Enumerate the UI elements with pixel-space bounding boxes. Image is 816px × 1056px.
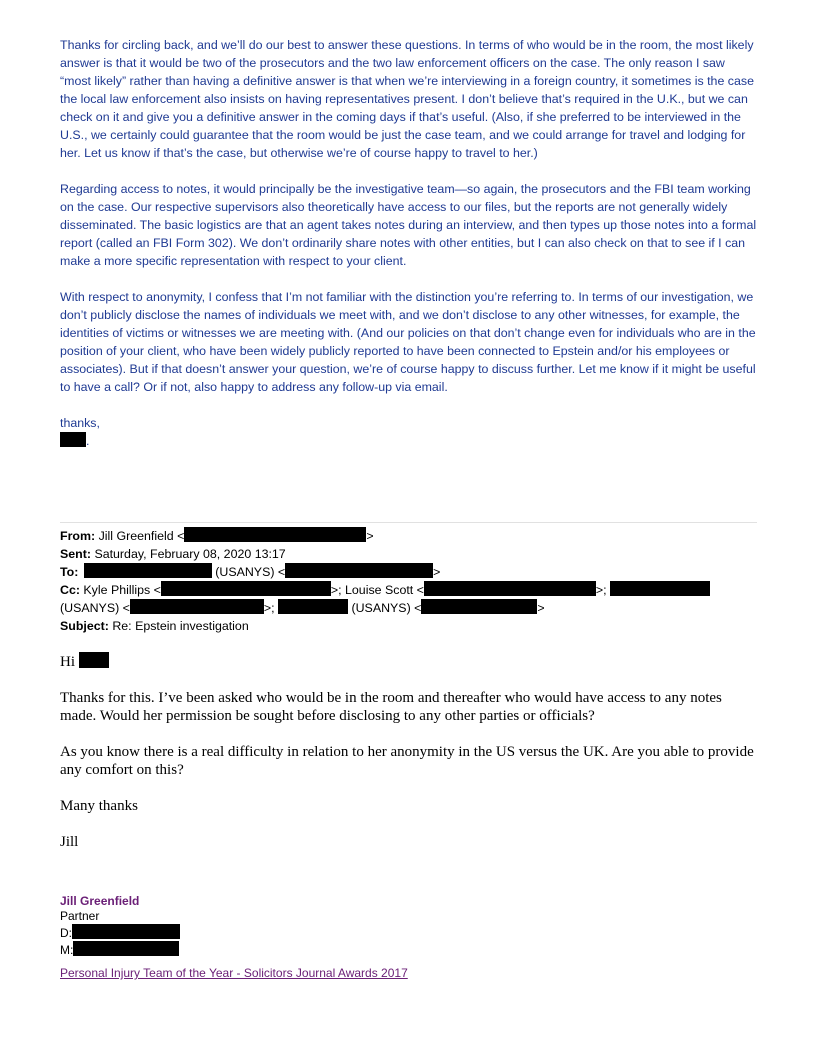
redaction — [79, 652, 109, 668]
to-line: To: (USANYS) < > — [60, 565, 441, 579]
redaction — [130, 599, 264, 614]
redaction — [278, 599, 348, 614]
signature-direct: D: — [60, 924, 180, 941]
reply-body — [60, 36, 758, 450]
original-paragraph: Thanks for this. I’ve been asked who would be in the room and thereafter who would have access to any notes made. Would her permission be sought before disclosing to any other parties or officials? — [60, 690, 722, 724]
reply-signature: . — [60, 432, 758, 450]
reply-paragraph: Thanks for circling back, and we’ll do our best to answer these questions. In terms of who would be in the room, the most likely answer is that it would be two of the prosecutors and the two law enforcement officers on the case. The only reason I saw “most likely” rather than having a definitive answer is that when we’re interviewing in a foreign country, it sometimes is the case the local law enforcement also insists on having representatives present. I don’t believe that’s required in the U.K., but we can check on it and give you a definitive answer in the coming days if that’s useful. (Also, if she preferred to be interviewed in the U.S., we certainly could guarantee that the room would be just the case team, and we could arrange for travel and lodging for her. Let us know if that’s the case, but otherwise we’re of course happy to travel to her.) — [60, 38, 754, 160]
redaction — [184, 527, 366, 542]
sent-line: Sent: Saturday, February 08, 2020 13:17 — [60, 547, 286, 561]
redaction — [610, 581, 710, 596]
signature-mobile: M: — [60, 941, 180, 958]
redaction — [285, 563, 433, 578]
signature-title: Partner — [60, 909, 100, 923]
original-closing: Many thanks — [60, 798, 138, 814]
redaction — [84, 563, 212, 578]
signature-name: Jill Greenfield — [60, 894, 140, 908]
redaction — [421, 599, 537, 614]
cc-line-continued: (USANYS) < >; (USANYS) < > — [60, 601, 545, 615]
cc-line: Cc: Kyle Phillips < >; Louise Scott < >; — [60, 581, 760, 599]
from-line: From: Jill Greenfield < > — [60, 529, 374, 543]
redaction — [424, 581, 596, 596]
reply-paragraph: Regarding access to notes, it would principally be the investigative team—so again, the prosecutors and the FBI team working on the case. Our respective supervisors also theoretically have access to our files, but the reports are not generally widely disseminated. The basic logistics are that an agent takes notes during an interview, and then types up those notes into a formal report (called an FBI Form 302). We don’t ordinarily share notes with other entities, but I can also check on that to see if I can make a more specific representation with respect to your client. — [60, 182, 757, 268]
original-message-body — [60, 652, 760, 869]
award-link[interactable]: Personal Injury Team of the Year - Solicitors Journal Awards 2017 — [60, 966, 408, 980]
subject-line: Subject: Re: Epstein investigation — [60, 619, 249, 633]
original-paragraph: As you know there is a real difficulty in relation to her anonymity in the US versus the UK. Are you able to provide any comfort on this? — [60, 744, 754, 778]
original-message-header — [60, 527, 760, 635]
redaction — [73, 941, 179, 956]
email-signature — [60, 894, 180, 958]
reply-paragraph: With respect to anonymity, I confess that I’m not familiar with the distinction you’re referring to. In terms of our investigation, we don’t publicly disclose the names of individuals we meet with, and we don’t disclose to any other witnesses, for example, the identities of victims or witnesses we are meeting with. (And our policies on that don’t change even for individuals who are in the position of your client, who have been widely publicly reported to have been connected to Epstein and/or his employees or associates). But if that doesn’t answer your question, we’re of course happy to discuss further. Let me know if it might be useful to have a call? Or if not, also happy to address any follow-up via email. — [60, 290, 756, 394]
redaction — [72, 924, 180, 939]
greeting: Hi — [60, 652, 760, 671]
original-signoff: Jill — [60, 834, 79, 850]
divider — [60, 522, 757, 523]
redaction — [161, 581, 331, 596]
redaction — [60, 432, 86, 447]
reply-signoff: thanks, — [60, 416, 100, 430]
